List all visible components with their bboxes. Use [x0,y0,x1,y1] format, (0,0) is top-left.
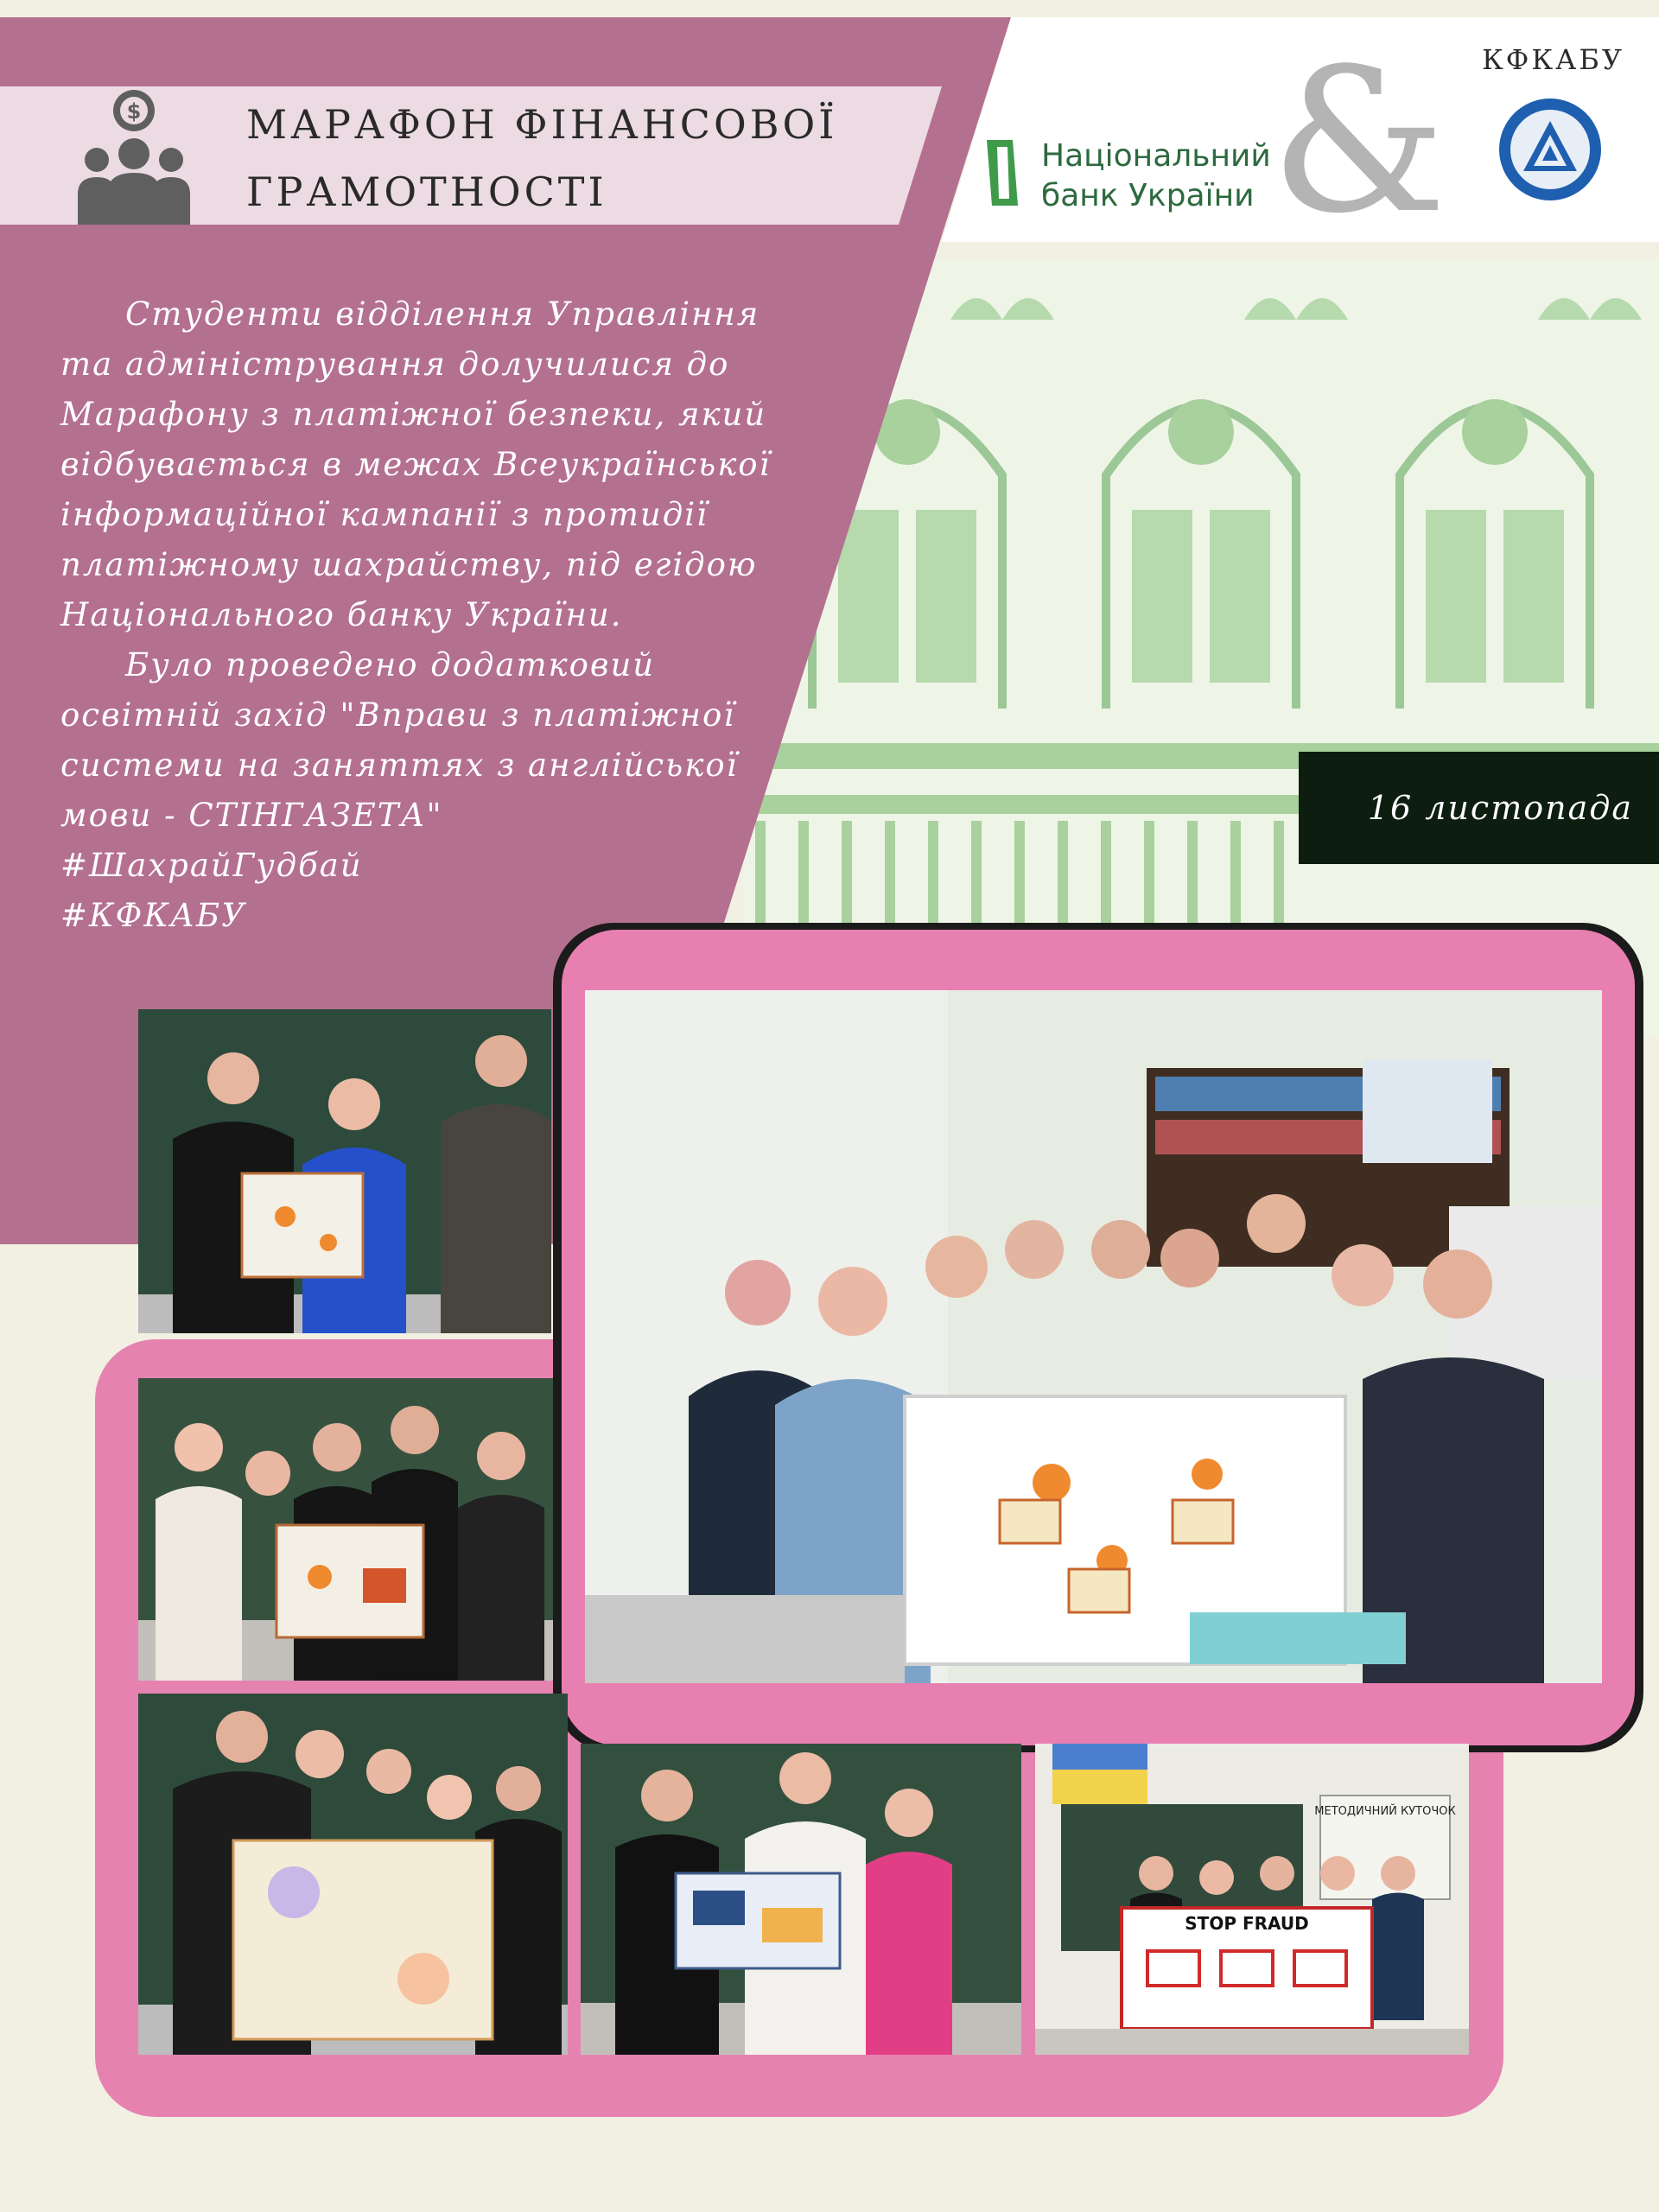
kfkabu-label: КФКАБУ [1482,43,1624,76]
group-photo-4 [581,1744,1021,2055]
group-photo-1 [138,1009,551,1333]
date-badge: 16 листопада [1299,752,1659,864]
stop-fraud-text: STOP FRAUD [1185,1913,1309,1934]
title-line-2: ГРАМОТНОСТІ [246,168,607,215]
group-photo-2 [138,1378,553,1681]
group-photo-3 [138,1694,568,2055]
group-photo-5 [1035,1744,1469,2055]
nbu-line-2: банк України [1041,178,1255,213]
title-line-1: МАРАФОН ФІНАНСОВОЇ [246,101,838,148]
ampersand: & [1270,27,1447,257]
nbu-line-1: Національний [1041,138,1271,174]
main-group-photo [585,990,1602,1683]
svg-text:$: $ [126,99,142,124]
nbu-logo-icon [983,138,1021,207]
paragraph-2: Було проведено додатковий освітній захід "Вправи з платіжної системи на заняттях з англійської мови - СТІНГАЗЕТА" [60,646,739,834]
hashtag-2: #КФКАБУ [60,897,246,934]
page-title [246,91,851,226]
nbu-name [1041,137,1271,216]
university-emblem-icon [1497,97,1603,202]
body-text [60,289,795,941]
paragraph-1: Студенти відділення Управління та адміністрування долучилися до Марафону з платіжної безпеки, який відбувається в межах Всеукраїнської інформаційної кампанії з протидії платіжному шахрайству, під егідою Національного банку України. [60,296,772,633]
hashtag-1: #ШахрайГудбай [60,847,363,884]
board-label: МЕТОДИЧНИЙ КУТОЧОК [1314,1805,1456,1818]
money-people-icon [69,86,199,225]
